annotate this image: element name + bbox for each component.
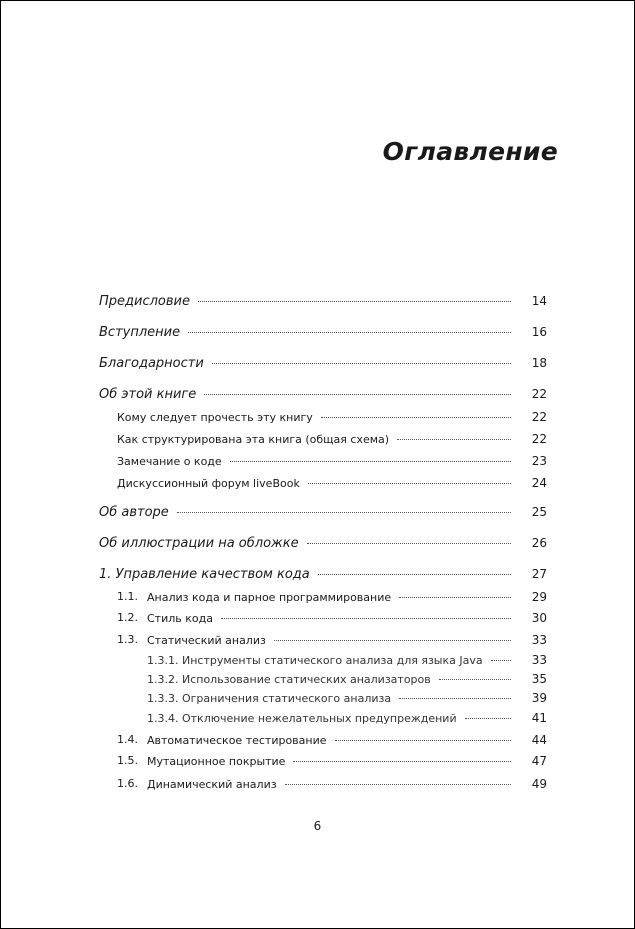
toc-entry-title: Автоматическое тестирование: [147, 734, 327, 747]
toc-entry-chapter-1[interactable]: [1, 567, 634, 582]
dot-leader: [308, 483, 511, 484]
toc-entry-1-3-4[interactable]: [1, 711, 634, 725]
page-title: Оглавление: [382, 137, 558, 166]
toc-entry-1-3-2[interactable]: [1, 672, 634, 686]
dot-leader: [188, 332, 511, 333]
dot-leader: [307, 543, 511, 544]
toc-entry-title: Динамический анализ: [147, 778, 277, 791]
toc-page-number: 35: [531, 672, 547, 686]
toc-section-number: 1.6.: [117, 777, 138, 790]
toc-entry-title: 1.3.1. Инструменты статического анализа для языка Java: [147, 654, 483, 667]
toc-page-number: 44: [531, 733, 547, 747]
dot-leader: [318, 574, 511, 575]
toc-page-number: 27: [531, 567, 547, 581]
toc-entry-title: 1.3.4. Отключение нежелательных предупреждений: [147, 712, 457, 725]
toc-page-number: 33: [531, 653, 547, 667]
toc-entry-preface[interactable]: [1, 294, 634, 309]
dot-leader: [399, 698, 511, 699]
toc-entry-1-6[interactable]: [1, 777, 634, 791]
toc-entry-about-author[interactable]: [1, 505, 634, 520]
toc-entry-livebook-forum[interactable]: [1, 476, 634, 490]
toc-entry-who-should-read[interactable]: [1, 410, 634, 424]
toc-page-number: 22: [531, 387, 547, 401]
dot-leader: [204, 394, 511, 395]
toc-entry-title: Мутационное покрытие: [147, 755, 286, 768]
toc-entry-1-5[interactable]: [1, 754, 634, 768]
toc-entry-cover-illustration[interactable]: [1, 536, 634, 551]
toc-page-number: 39: [531, 691, 547, 705]
dot-leader: [293, 761, 511, 762]
toc-page-number: 22: [531, 410, 547, 424]
page-number: 6: [313, 819, 322, 833]
toc-section-number: 1.3.: [117, 633, 138, 646]
toc-section-number: 1.4.: [117, 733, 138, 746]
toc-page-number: 26: [531, 536, 547, 550]
toc-entry-title: 1. Управление качеством кода: [99, 567, 310, 582]
toc-page-number: 16: [531, 325, 547, 339]
dot-leader: [397, 439, 511, 440]
toc-entry-title: Анализ кода и парное программирование: [147, 591, 392, 604]
toc-page-number: 30: [531, 611, 547, 625]
toc-page-number: 18: [531, 356, 547, 370]
toc-entry-title: Замечание о коде: [117, 455, 222, 468]
toc-entry-about-book[interactable]: [1, 387, 634, 402]
toc-entry-acknowledgements[interactable]: [1, 356, 634, 371]
dot-leader: [321, 417, 511, 418]
dot-leader: [177, 512, 511, 513]
dot-leader: [221, 618, 511, 619]
toc-entry-title: 1.3.3. Ограничения статического анализа: [147, 692, 392, 705]
toc-page-number: 49: [531, 777, 547, 791]
toc-entry-title: Благодарности: [99, 356, 204, 371]
toc-entry-1-3[interactable]: [1, 633, 634, 647]
dot-leader: [335, 740, 511, 741]
toc-entry-title: Как структурирована эта книга (общая схема): [117, 433, 390, 446]
toc-section-number: 1.1.: [117, 590, 138, 603]
toc-page-number: 25: [531, 505, 547, 519]
dot-leader: [198, 301, 511, 302]
toc-entry-title: Об этой книге: [99, 387, 197, 402]
toc-section-number: 1.2.: [117, 611, 138, 624]
toc-entry-1-4[interactable]: [1, 733, 634, 747]
dot-leader: [439, 679, 511, 680]
dot-leader: [465, 718, 511, 719]
toc-entry-title: Об иллюстрации на обложке: [99, 536, 299, 551]
toc-entry-title: Вступление: [99, 325, 181, 340]
toc-entry-title: Об авторе: [99, 505, 169, 520]
toc-entry-title: Стиль кода: [147, 612, 213, 625]
toc-entry-introduction[interactable]: [1, 325, 634, 340]
dot-leader: [285, 784, 511, 785]
dot-leader: [274, 640, 511, 641]
toc-entry-title: 1.3.2. Использование статических анализаторов: [147, 673, 431, 686]
toc-section-number: 1.5.: [117, 754, 138, 767]
toc-entry-code-note[interactable]: [1, 454, 634, 468]
toc-entry-title: Кому следует прочесть эту книгу: [117, 411, 313, 424]
toc-entry-title: Дискуссионный форум liveBook: [117, 477, 300, 490]
toc-page-number: 33: [531, 633, 547, 647]
toc-page-number: 24: [531, 476, 547, 490]
toc-page-number: 29: [531, 590, 547, 604]
toc-page-number: 23: [531, 454, 547, 468]
table-of-contents: [1, 1, 634, 928]
toc-page-number: 47: [531, 754, 547, 768]
dot-leader: [230, 461, 511, 462]
toc-entry-1-2[interactable]: [1, 611, 634, 625]
toc-entry-1-3-3[interactable]: [1, 691, 634, 705]
toc-entry-title: Статический анализ: [147, 634, 266, 647]
toc-entry-1-1[interactable]: [1, 590, 634, 604]
toc-page-number: 14: [531, 294, 547, 308]
toc-entry-title: Предисловие: [99, 294, 190, 309]
dot-leader: [491, 660, 511, 661]
toc-page-number: 22: [531, 432, 547, 446]
toc-page-number: 41: [531, 711, 547, 725]
toc-entry-1-3-1[interactable]: [1, 653, 634, 667]
dot-leader: [212, 363, 511, 364]
dot-leader: [399, 597, 511, 598]
toc-entry-book-structure[interactable]: [1, 432, 634, 446]
